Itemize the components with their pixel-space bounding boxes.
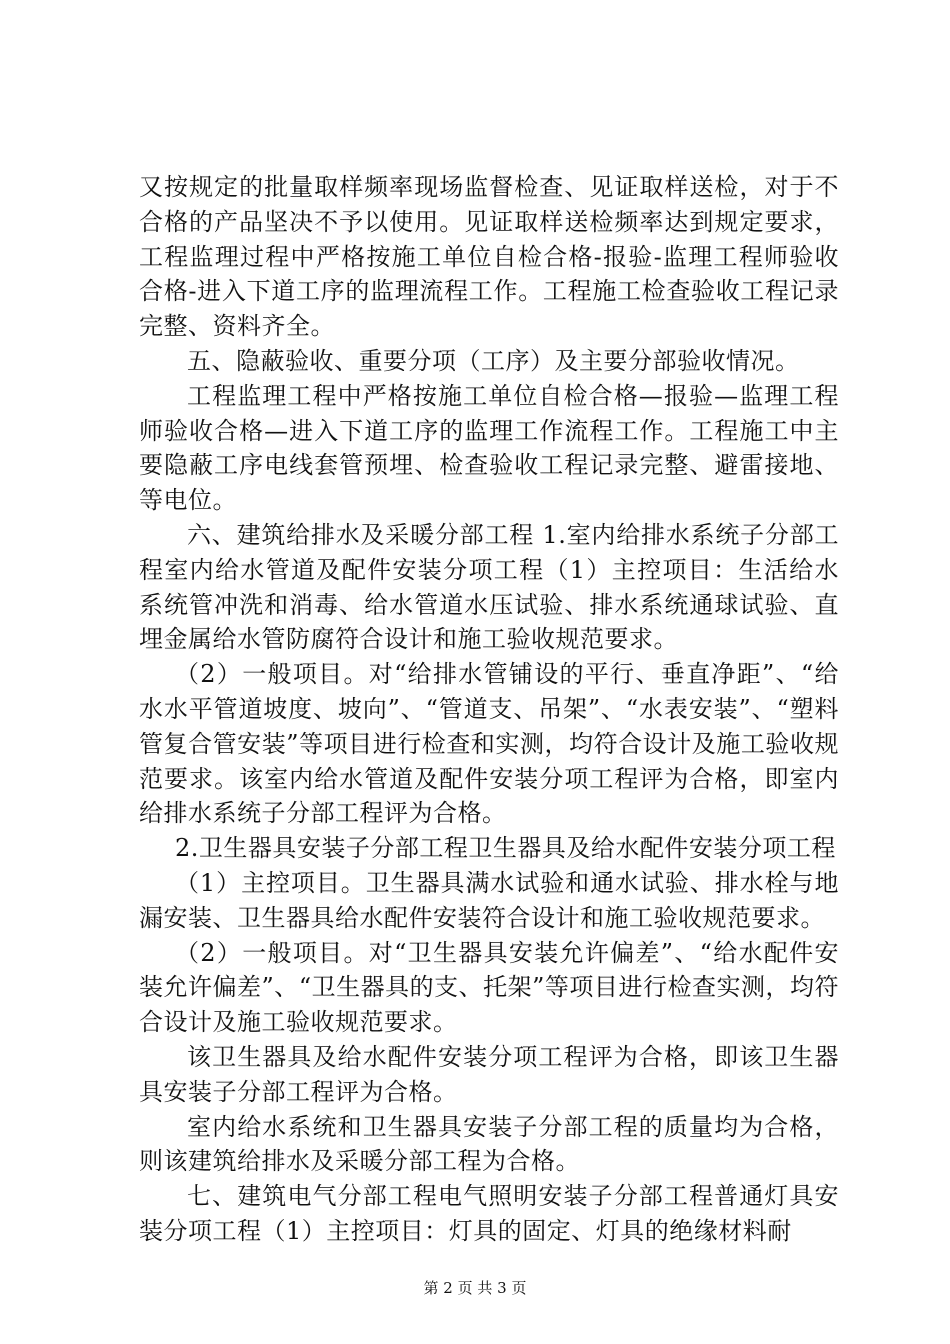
paragraph-plumbing-result: 室内给水系统和卫生器具安装子分部工程的质量均为合格，则该建筑给排水及采暖分部工程为合格。 — [139, 1112, 839, 1176]
paragraph-sanitary-general-items: （2）一般项目。对“卫生器具安装允许偏差”、“给水配件安装允许偏差”、“卫生器具的支、托架”等项目进行检查实测，均符合设计及施工验收规范要求。 — [139, 938, 839, 1037]
paragraph-section-seven-electrical: 七、建筑电气分部工程电气照明安装子分部工程普通灯具安装分项工程（1）主控项目：灯具的固定、灯具的绝缘材料耐 — [139, 1182, 839, 1245]
paragraph-sanitary-result: 该卫生器具及给水配件安装分项工程评为合格，即该卫生器具安装子分部工程评为合格。 — [139, 1042, 839, 1106]
paragraph-general-items-plumbing: （2）一般项目。对“给排水管铺设的平行、垂直净距”、“给水水平管道坡度、坡向”、“管道支、吊架”、“水表安装”、“塑料管复合管安装”等项目进行检查和实测，均符合设计及施工验收规范要求。该室内给水管道及配件安装分项工程评为合格，即室内给排水系统子分部工程评为合格。 — [139, 660, 839, 828]
page-number-indicator: 第 2 页 共 3 页 — [423, 1279, 527, 1297]
page-footer — [0, 1277, 950, 1298]
paragraph-sampling-inspection: 又按规定的批量取样频率现场监督检查、见证取样送检，对于不合格的产品坚决不予以使用。见证取样送检频率达到规定要求，工程监理过程中严格按施工单位自检合格-报验-监理工程师验收合格-进入下道工序的监理流程工作。工程施工检查验收工程记录完整、资料齐全。 — [139, 173, 839, 341]
document-body — [139, 170, 839, 1249]
paragraph-sanitary-main-items: （1）主控项目。卫生器具满水试验和通水试验、排水栓与地漏安装、卫生器具给水配件安装符合设计和施工验收规范要求。 — [139, 868, 839, 932]
paragraph-sanitary-fixtures-heading: 2.卫生器具安装子分部工程卫生器具及给水配件安装分项工程 — [175, 834, 836, 863]
heading-section-five: 五、隐蔽验收、重要分项（工序）及主要分部验收情况。 — [187, 346, 800, 375]
paragraph-concealed-acceptance: 工程监理工程中严格按施工单位自检合格—报验—监理工程师验收合格—进入下道工序的监理工作流程工作。工程施工中主要隐蔽工序电线套管预埋、检查验收工程记录完整、避雷接地、等电位。 — [139, 381, 839, 515]
paragraph-section-six-plumbing: 六、建筑给排水及采暖分部工程 1.室内给排水系统子分部工程室内给水管道及配件安装分项工程（1）主控项目：生活给水系统管冲洗和消毒、给水管道水压试验、排水系统通球试验、直埋金属给水管防腐符合设计和施工验收规范要求。 — [139, 520, 839, 654]
